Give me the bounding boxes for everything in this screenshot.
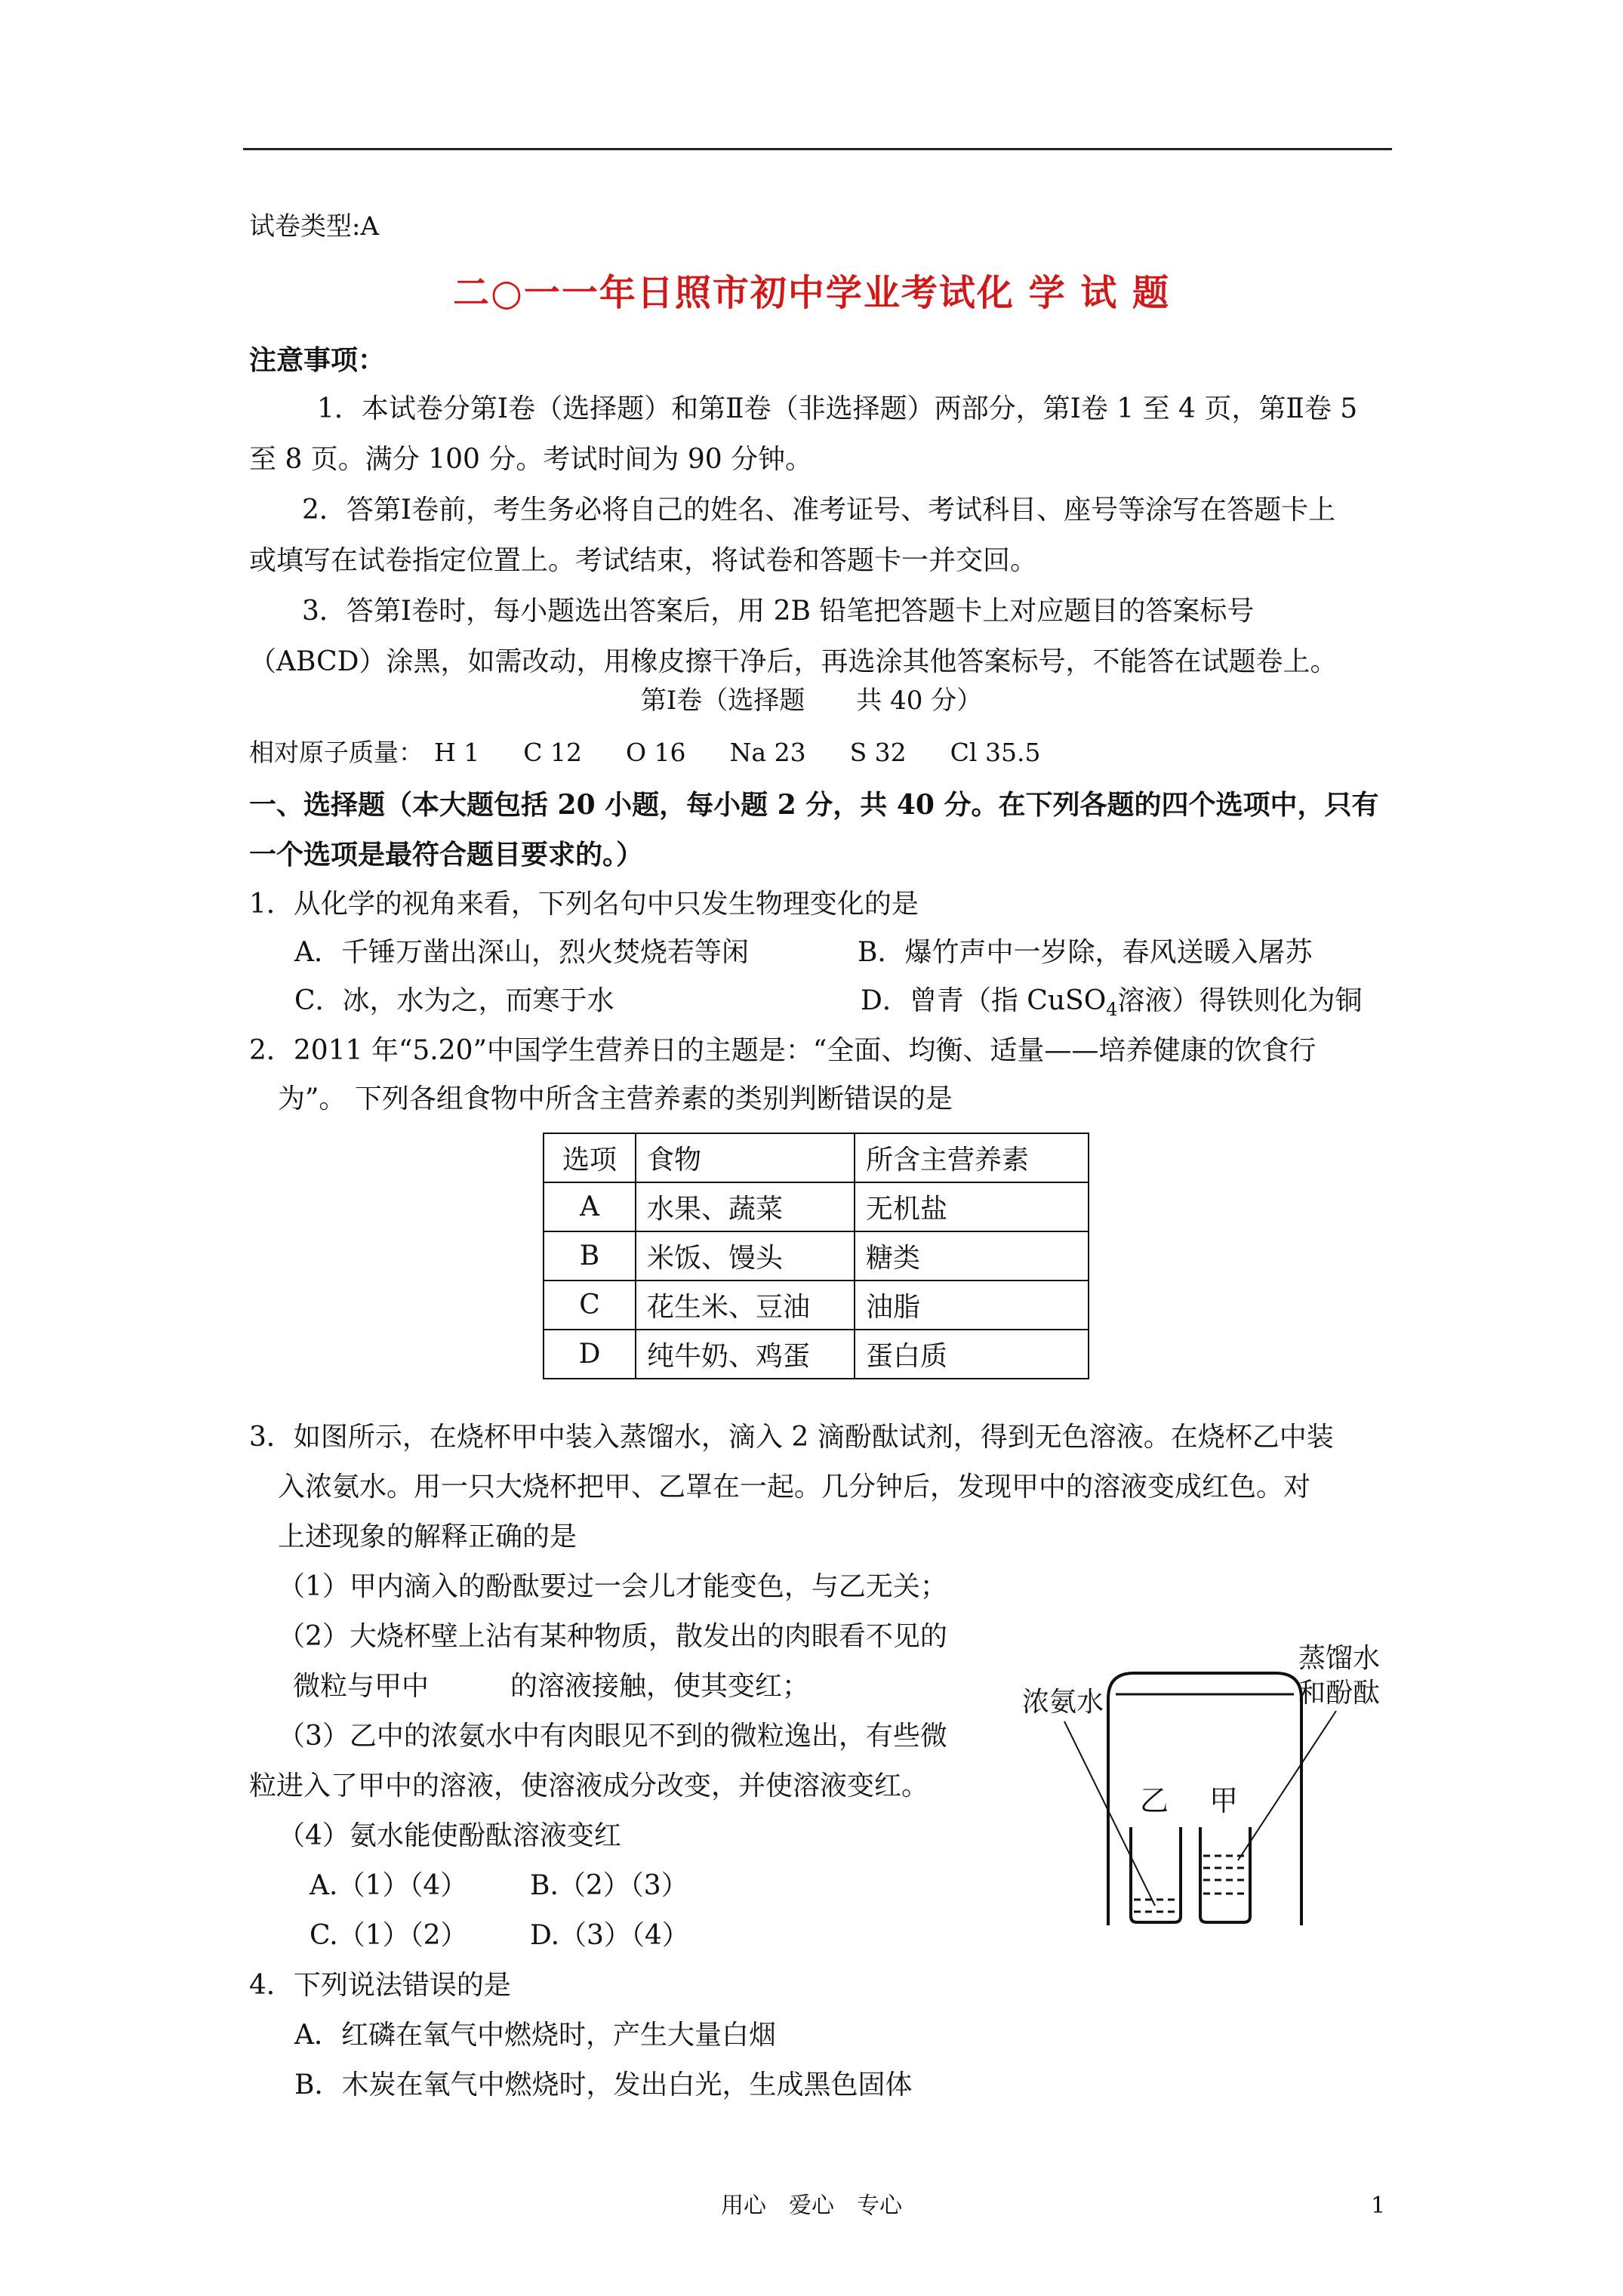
label-ammonia: 浓氨水 [1022,1687,1104,1718]
page-number: 1 [1371,2193,1386,2219]
part-title: 一、选择题（本大题包括 20 小题，每小题 2 分，共 40 分。在下列各题的四个选项中，只有 [249,789,1379,821]
note-line: （ABCD）涂黑，如需改动，用橡皮擦干净后，再选涂其他答案标号，不能答在试题卷上。 [249,646,1338,677]
question-4-option-a: A．红磷在氧气中燃烧时，产生大量白烟 [294,2020,776,2051]
question-4-stem: 4．下列说法错误的是 [249,1970,511,2001]
atomic-mass: Cl 35.5 [950,738,1041,767]
atomic-mass: O 16 [626,738,686,767]
question-3-statement: 粒进入了甲中的溶液，使溶液成分改变，并使溶液变红。 [249,1771,929,1801]
table-cell: 花生米、豆油 [636,1281,855,1330]
large-beaker [1108,1673,1301,1925]
label-jia: 甲 [1209,1784,1239,1817]
paper-type: 试卷类型:A [249,211,380,242]
notes-heading: 注意事项： [249,344,386,376]
beaker-yi [1131,1827,1181,1922]
question-3-statement: （3）乙中的浓氨水中有肉眼见不到的微粒逸出，有些微 [278,1721,947,1752]
question-3-statement: （2）大烧杯壁上沾有某种物质，散发出的肉眼看不见的 [278,1621,947,1652]
question-3-option-d: D.（3）（4） [530,1920,689,1951]
note-line: 1．本试卷分第Ⅰ卷（选择题）和第Ⅱ卷（非选择题）两部分，第Ⅰ卷 1 至 4 页，第Ⅱ卷 5 [317,393,1358,424]
label-distilled-water: 蒸馏水 [1298,1643,1381,1674]
atomic-mass: S 32 [849,738,907,767]
note-line: 3．答第Ⅰ卷时，每小题选出答案后，用 2B 铅笔把答题卡上对应题目的答案标号 [302,596,1255,627]
question-3-option-c: C.（1）（2） [310,1920,468,1951]
question-1-option-a: A．千锤万凿出深山，烈火焚烧若等闲 [294,937,749,968]
atomic-label: 相对原子质量： [249,738,423,767]
question-3-option-b: B.（2）（3） [530,1870,688,1901]
table-header: 所含主营养素 [855,1133,1089,1182]
atomic-masses [249,736,1084,769]
question-3-stem: 入浓氨水。用一只大烧杯把甲、乙罩在一起。几分钟后，发现甲中的溶液变成红色。对 [278,1472,1311,1502]
table-cell: 水果、蔬菜 [636,1182,855,1231]
question-3-option-a: A.（1）（4） [310,1870,468,1901]
note-line: 2．答第Ⅰ卷前，考生务必将自己的姓名、准考证号、考试科目、座号等涂写在答题卡上 [302,495,1336,525]
question-1-stem: 1．从化学的视角来看，下列名句中只发生物理变化的是 [249,889,919,920]
note-line: 或填写在试卷指定位置上。考试结束，将试卷和答题卡一并交回。 [249,545,1038,576]
table-cell: 油脂 [855,1281,1089,1330]
question-3-statement: 微粒与甲中 的溶液接触，使其变红； [293,1671,810,1702]
question-1-option-d: D．曾青（指 CuSO$_4$溶液）得铁则化为铜 [861,985,1363,1021]
nutrition-table [543,1133,1089,1379]
table-header-row [544,1133,1089,1182]
water-leader-line [1238,1711,1336,1860]
table-header: 选项 [544,1133,636,1182]
footer-motto: 用心 爱心 专心 [721,2193,902,2219]
beaker-jia [1200,1827,1250,1922]
table-cell: B [544,1231,636,1281]
question-3-stem: 3．如图所示，在烧杯甲中装入蒸馏水，滴入 2 滴酚酞试剂，得到无色溶液。在烧杯乙中装 [249,1422,1334,1453]
table-cell: A [544,1182,636,1231]
table-header: 食物 [636,1133,855,1182]
table-cell: 无机盐 [855,1182,1089,1231]
question-2-stem: 为”。 下列各组食物中所含主营养素的类别判断错误的是 [278,1083,953,1114]
table-cell: C [544,1281,636,1330]
note-line: 至 8 页。满分 100 分。考试时间为 90 分钟。 [249,444,813,475]
table-row [544,1231,1089,1281]
question-2-stem: 2．2011 年“5.20”中国学生营养日的主题是：“全面、均衡、适量——培养健康的饮食行 [249,1035,1317,1066]
question-3-statement: （4）氨水能使酚酞溶液变红 [278,1820,621,1851]
label-phenolphthalein: 和酚酞 [1298,1678,1381,1709]
table-cell: 糖类 [855,1231,1089,1281]
table-row [544,1330,1089,1379]
question-1-option-b: B．爆竹声中一岁除，春风送暖入屠苏 [858,937,1313,968]
table-row [544,1182,1089,1231]
header-rule [243,148,1392,150]
question-3-statement: （1）甲内滴入的酚酞要过一会儿才能变色，与乙无关； [278,1571,947,1602]
table-cell: 米饭、馒头 [636,1231,855,1281]
question-1-option-c: C．冰，水为之，而寒于水 [294,985,614,1016]
label-yi: 乙 [1140,1784,1169,1817]
question-4-option-b: B．木炭在氧气中燃烧时，发出白光，生成黑色固体 [294,2069,913,2100]
question-3-stem: 上述现象的解释正确的是 [278,1521,577,1552]
atomic-mass: C 12 [523,738,582,767]
table-cell: 蛋白质 [855,1330,1089,1379]
table-cell: D [544,1330,636,1379]
table-cell: 纯牛奶、鸡蛋 [636,1330,855,1379]
part-title: 一个选项是最符合题目要求的。） [249,839,644,871]
atomic-mass: Na 23 [729,738,806,767]
exam-title: 二○一一年日照市初中学业考试化 学 试 题 [452,272,1171,314]
beaker-diagram [1019,1629,1397,1931]
atomic-mass: H 1 [434,738,480,767]
table-row [544,1281,1089,1330]
section-heading: 第Ⅰ卷（选择题 共 40 分） [640,686,983,716]
